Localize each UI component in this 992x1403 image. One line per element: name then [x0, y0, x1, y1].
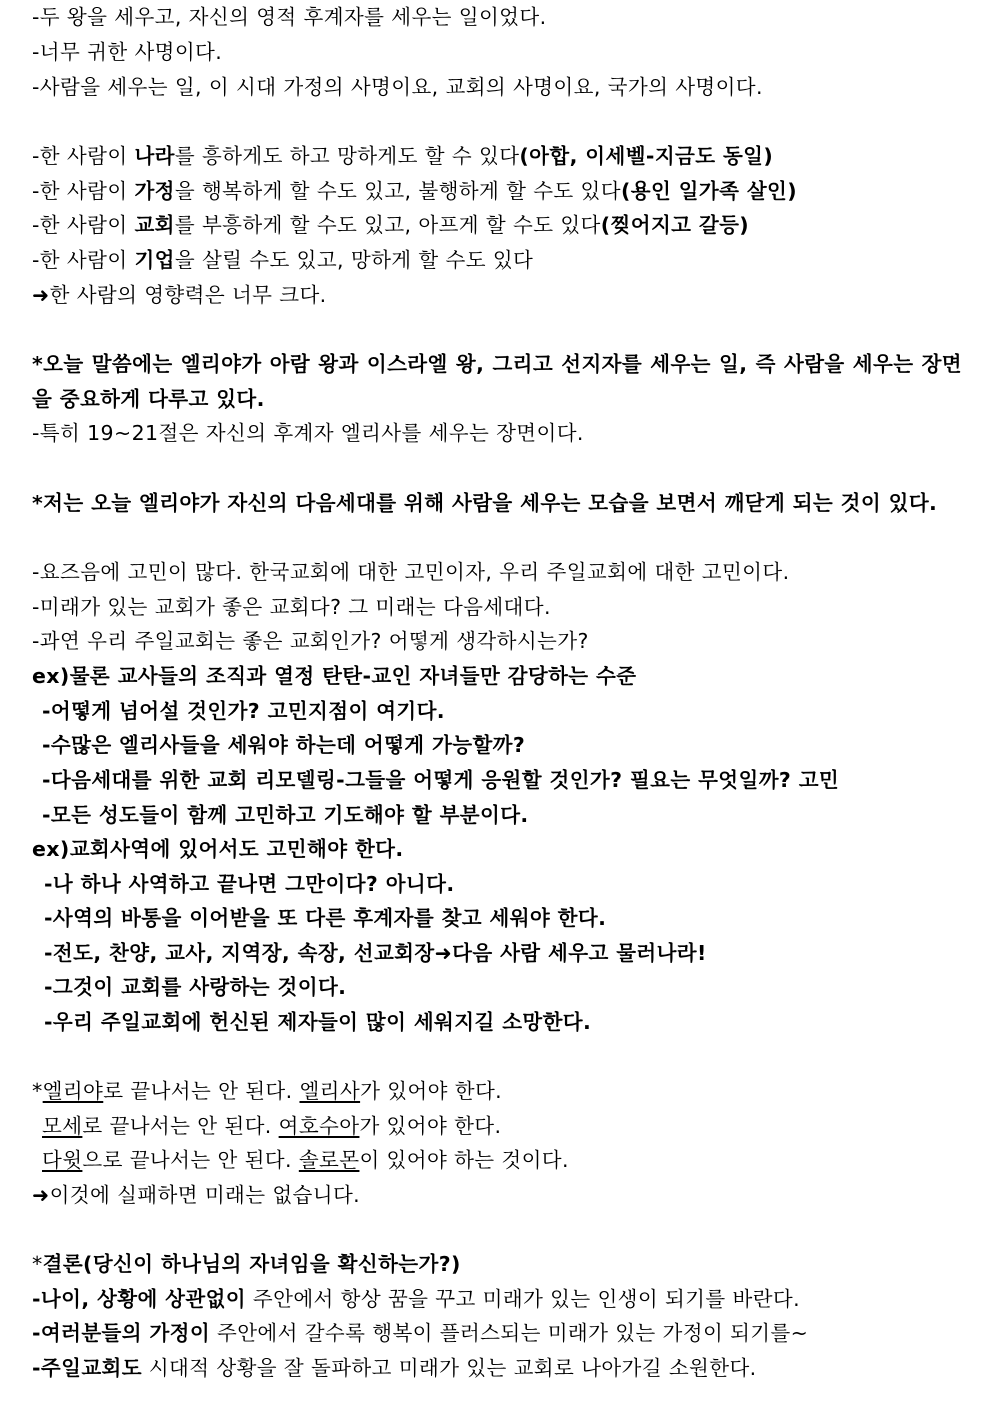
conclusion-line: -나이, 상황에 상관없이 주안에서 항상 꿈을 꾸고 미래가 있는 인생이 되기를 바란다. — [32, 1287, 801, 1311]
example-heading: ex)물론 교사들의 조직과 열정 탄탄-교인 자녀들만 감당하는 수준 — [32, 664, 637, 688]
conclusion-line: -주일교회도 시대적 상황을 잘 돌파하고 미래가 있는 교회로 나아가길 소원한다. — [32, 1356, 757, 1380]
text-line: -너무 귀한 사명이다. — [32, 40, 223, 64]
text-line: -모든 성도들이 함께 고민하고 기도해야 할 부분이다. — [42, 803, 529, 827]
text-line: -미래가 있는 교회가 좋은 교회다? 그 미래는 다음세대다. — [32, 595, 551, 619]
example-heading: ex)교회사역에 있어서도 고민해야 한다. — [32, 837, 404, 861]
arrow-icon: ➜ — [32, 1183, 50, 1207]
text-line: -어떻게 넘어설 것인가? 고민지점이 여기다. — [42, 699, 445, 723]
text-line: -그것이 교회를 사랑하는 것이다. — [44, 975, 347, 999]
influence-line: -한 사람이 교회를 부흥하게 할 수도 있고, 아프게 할 수도 있다(찢어지고 갈등) — [32, 213, 750, 237]
text-line: -사역의 바통을 이어받을 또 다른 후계자를 찾고 세워야 한다. — [44, 906, 607, 930]
conclusion-line: -여러분들의 가정이 주안에서 갈수록 행복이 플러스되는 미래가 있는 가정이 되기를~ — [32, 1321, 809, 1345]
influence-line: -한 사람이 가정을 행복하게 할 수도 있고, 불행하게 할 수도 있다(용인 일가족 살인) — [32, 179, 798, 203]
influence-line: -한 사람이 기업을 살릴 수도 있고, 망하게 할 수도 있다 — [32, 248, 534, 272]
influence-conclusion: ➜한 사람의 영향력은 너무 크다. — [32, 283, 327, 307]
successor-line: *엘리야로 끝나서는 안 된다. 엘리사가 있어야 한다. — [32, 1079, 503, 1103]
successors-conclusion: ➜이것에 실패하면 미래는 없습니다. — [32, 1183, 361, 1207]
arrow-icon: ➜ — [32, 283, 50, 307]
text-line: -두 왕을 세우고, 자신의 영적 후계자를 세우는 일이었다. — [32, 5, 547, 29]
text-line: -나 하나 사역하고 끝나면 그만이다? 아니다. — [44, 872, 455, 896]
realize-heading: *저는 오늘 엘리야가 자신의 다음세대를 위해 사람을 세우는 모습을 보면서 깨닫게 되는 것이 있다. — [32, 491, 938, 515]
text-line: -다음세대를 위한 교회 리모델링-그들을 어떻게 응원할 것인가? 필요는 무엇일까? 고민 — [42, 768, 840, 792]
text-line: -과연 우리 주일교회는 좋은 교회인가? 어떻게 생각하시는가? — [32, 629, 589, 653]
text-line: -수많은 엘리사들을 세워야 하는데 어떻게 가능할까? — [42, 733, 526, 757]
influence-line: -한 사람이 나라를 흥하게도 하고 망하게도 할 수 있다(아합, 이세벨-지금도 동일) — [32, 144, 774, 168]
text-line: -요즈음에 고민이 많다. 한국교회에 대한 고민이자, 우리 주일교회에 대한 고민이다. — [32, 560, 790, 584]
text-line: -우리 주일교회에 헌신된 제자들이 많이 세워지길 소망한다. — [44, 1010, 592, 1034]
arrow-icon: ➜ — [434, 941, 453, 965]
successor-line: 모세로 끝나서는 안 된다. 여호수아가 있어야 한다. — [42, 1114, 502, 1138]
today-heading: *오늘 말씀에는 엘리야가 아람 왕과 이스라엘 왕, 그리고 선지자를 세우는 일, 즉 사람을 세우는 장면을 중요하게 다루고 있다. — [32, 352, 962, 411]
roles-line: -전도, 찬양, 교사, 지역장, 속장, 선교회장➜다음 사람 세우고 물러나라! — [44, 941, 707, 965]
text-line: -특히 19~21절은 자신의 후계자 엘리사를 세우는 장면이다. — [32, 421, 584, 445]
successor-line: 다윗으로 끝나서는 안 된다. 솔로몬이 있어야 하는 것이다. — [42, 1148, 569, 1172]
text-line: -사람을 세우는 일, 이 시대 가정의 사명이요, 교회의 사명이요, 국가의 사명이다. — [32, 75, 763, 99]
conclusion-heading: *결론(당신이 하나님의 자녀임을 확신하는가?) — [32, 1252, 461, 1276]
